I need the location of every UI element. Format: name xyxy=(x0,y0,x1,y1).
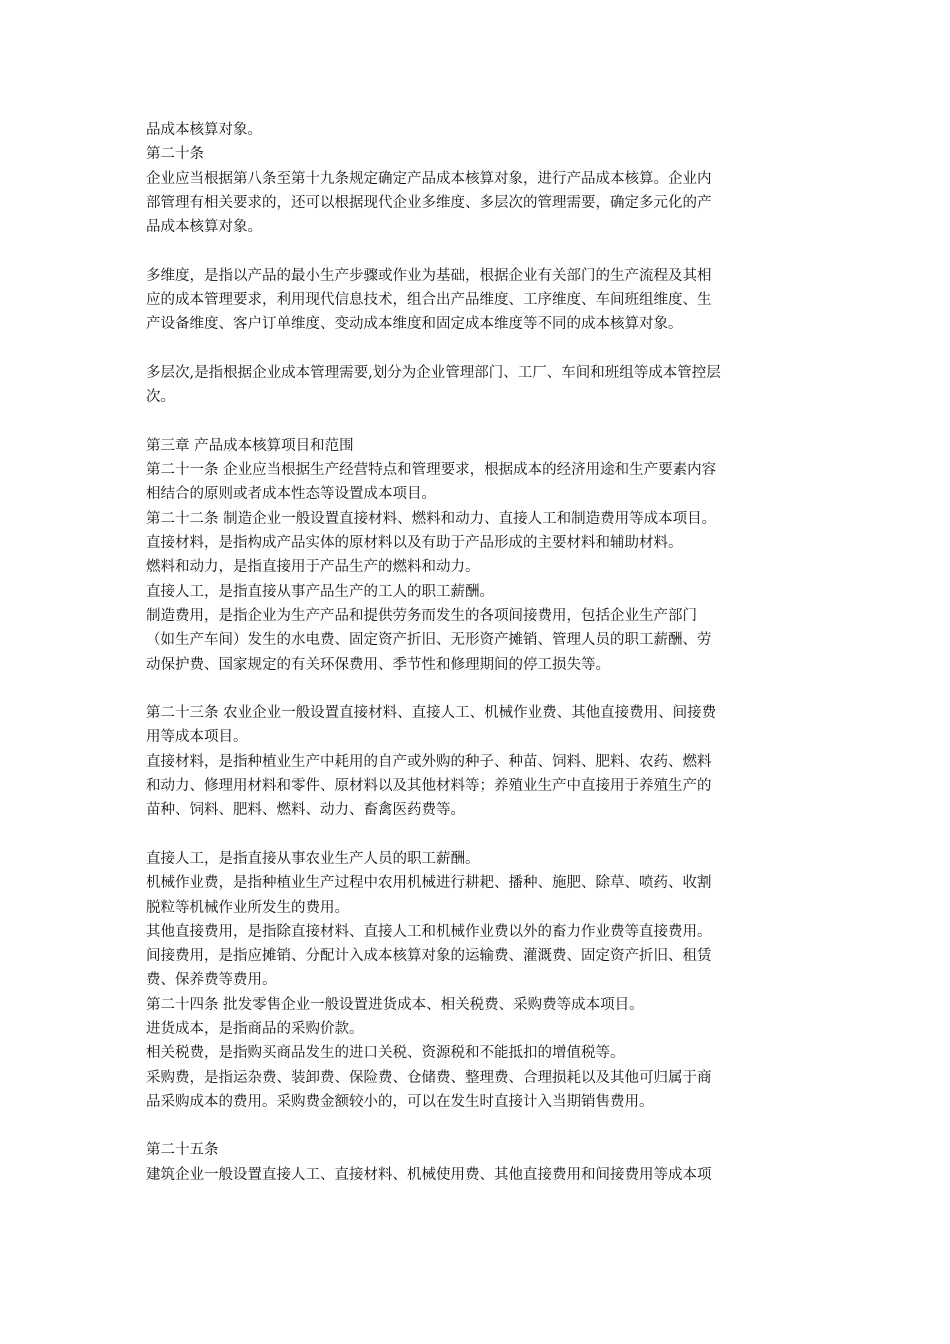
text-line: （如生产车间）发生的水电费、固定资产折旧、无形资产摊销、管理人员的职工薪酬、劳 xyxy=(146,632,712,649)
blank-line xyxy=(146,1114,812,1138)
text-line: 第三章 产品成本核算项目和范围 xyxy=(146,437,354,454)
text-line: 多维度，是指以产品的最小生产步骤或作业为基础，根据企业有关部门的生产流程及其相 xyxy=(146,267,712,284)
text-line: 次。 xyxy=(146,389,175,406)
text-line: 企业应当根据第八条至第十九条规定确定产品成本核算对象，进行产品成本核算。企业内 xyxy=(146,170,712,187)
text-line: 直接材料，是指种植业生产中耗用的自产或外购的种子、种苗、饲料、肥料、农药、燃料 xyxy=(146,753,712,770)
text-line: 第二十四条 批发零售企业一般设置进货成本、相关税费、采购费等成本项目。 xyxy=(146,996,644,1013)
text-line: 用等成本项目。 xyxy=(146,729,248,746)
text-line: 第二十一条 企业应当根据生产经营特点和管理要求，根据成本的经济用途和生产要素内容 xyxy=(146,462,717,479)
text-line: 进货成本，是指商品的采购价款。 xyxy=(146,1020,364,1037)
text-line: 相关税费，是指购买商品发生的进口关税、资源税和不能抵扣的增值税等。 xyxy=(146,1045,625,1062)
text-line: 动保护费、国家规定的有关环保费用、季节性和修理期间的停工损失等。 xyxy=(146,656,610,673)
text-line: 品采购成本的费用。采购费金额较小的，可以在发生时直接计入当期销售费用。 xyxy=(146,1093,654,1110)
text-line: 脱粒等机械作业所发生的费用。 xyxy=(146,899,349,916)
blank-line xyxy=(146,410,812,434)
text-line: 直接人工，是指直接从事产品生产的工人的职工薪酬。 xyxy=(146,583,494,600)
text-line: 苗种、饲料、肥料、燃料、动力、畜禽医药费等。 xyxy=(146,802,465,819)
text-line: 多层次,是指根据企业成本管理需要,划分为企业管理部门、工厂、车间和班组等成本管控层 xyxy=(146,364,721,381)
text-line: 燃料和动力，是指直接用于产品生产的燃料和动力。 xyxy=(146,559,480,576)
text-line: 制造费用，是指企业为生产产品和提供劳务而发生的各项间接费用，包括企业生产部门 xyxy=(146,607,697,624)
text-line: 第二十五条 xyxy=(146,1142,219,1159)
text-line: 第二十三条 农业企业一般设置直接材料、直接人工、机械作业费、其他直接费用、间接费 xyxy=(146,705,717,722)
text-line: 相结合的原则或者成本性态等设置成本项目。 xyxy=(146,486,436,503)
text-line: 间接费用，是指应摊销、分配计入成本核算对象的运输费、灌溉费、固定资产折旧、租赁 xyxy=(146,948,712,965)
blank-line xyxy=(146,337,812,361)
text-line: 第二十条 xyxy=(146,146,204,163)
text-line: 费、保养费等费用。 xyxy=(146,972,277,989)
text-line: 建筑企业一般设置直接人工、直接材料、机械使用费、其他直接费用和间接费用等成本项 xyxy=(146,1166,712,1183)
blank-line xyxy=(146,823,812,847)
text-line: 直接材料，是指构成产品实体的原材料以及有助于产品形成的主要材料和辅助材料。 xyxy=(146,535,683,552)
text-line: 应的成本管理要求，利用现代信息技术，组合出产品维度、工序维度、车间班组维度、生 xyxy=(146,292,712,309)
text-line: 产设备维度、客户订单维度、变动成本维度和固定成本维度等不同的成本核算对象。 xyxy=(146,316,683,333)
text-line: 机械作业费，是指种植业生产过程中农用机械进行耕耙、播种、施肥、除草、喷药、收割 xyxy=(146,875,712,892)
blank-line xyxy=(146,677,812,701)
blank-line xyxy=(146,239,812,263)
text-line: 第二十二条 制造企业一般设置直接材料、燃料和动力、直接人工和制造费用等成本项目。 xyxy=(146,510,717,527)
text-line: 和动力、修理用材料和零件、原材料以及其他材料等；养殖业生产中直接用于养殖生产的 xyxy=(146,778,712,795)
text-line: 直接人工，是指直接从事农业生产人员的职工薪酬。 xyxy=(146,850,480,867)
text-line: 采购费，是指运杂费、装卸费、保险费、仓储费、整理费、合理损耗以及其他可归属于商 xyxy=(146,1069,712,1086)
text-line: 品成本核算对象。 xyxy=(146,122,262,138)
document-page xyxy=(146,118,812,1187)
text-line: 部管理有相关要求的，还可以根据现代企业多维度、多层次的管理需要，确定多元化的产 xyxy=(146,194,712,211)
text-line: 品成本核算对象。 xyxy=(146,219,262,236)
text-line: 其他直接费用，是指除直接材料、直接人工和机械作业费以外的畜力作业费等直接费用。 xyxy=(146,923,712,940)
